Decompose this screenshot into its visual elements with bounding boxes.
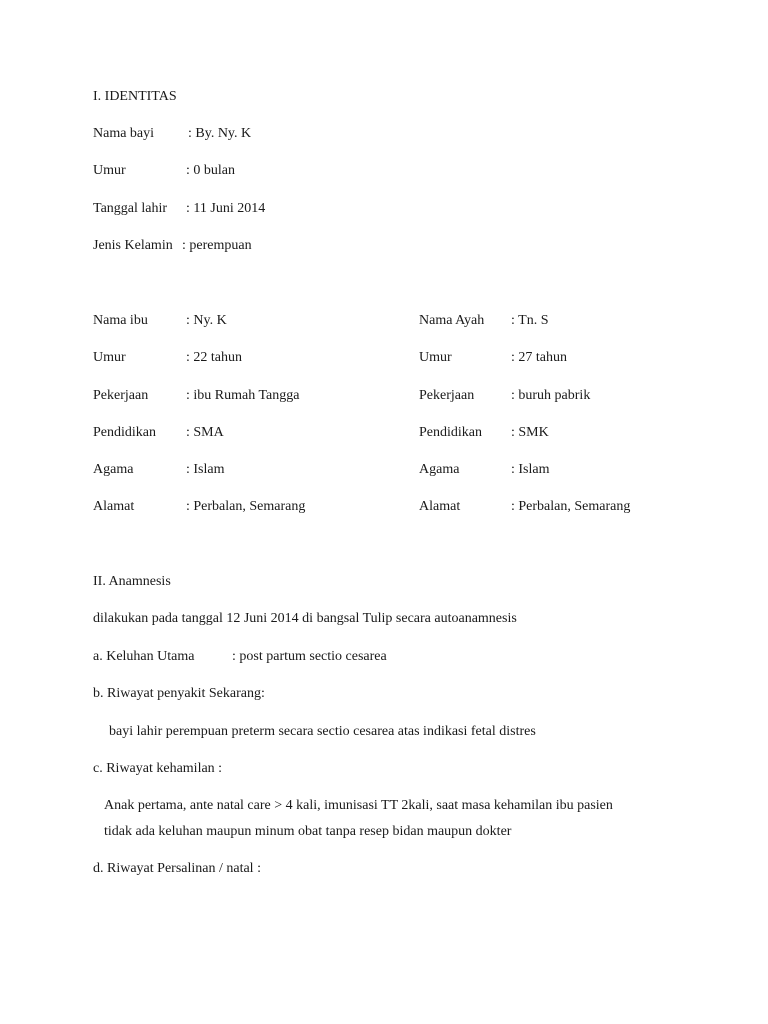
mother-age-value: : 22 tahun	[186, 350, 242, 365]
section-heading-identitas: I. IDENTITAS	[93, 89, 177, 104]
father-education-value: : SMK	[511, 425, 549, 440]
mother-name-value: : Ny. K	[186, 313, 227, 328]
pregnancy-history-text-1: Anak pertama, ante natal care > 4 kali, imunisasi TT 2kali, saat masa kehamilan ibu pasien	[104, 798, 613, 813]
father-job-value: : buruh pabrik	[511, 388, 591, 403]
mother-address-label: Alamat	[93, 499, 135, 514]
baby-age-label: Umur	[93, 163, 126, 178]
section-heading-anamnesis: II. Anamnesis	[93, 574, 171, 589]
chief-complaint-label: a. Keluhan Utama	[93, 649, 195, 664]
father-religion-value: : Islam	[511, 462, 550, 477]
mother-job-label: Pekerjaan	[93, 388, 149, 403]
baby-name-label: Nama bayi	[93, 126, 155, 141]
mother-education-value: : SMA	[186, 425, 224, 440]
anamnesis-intro: dilakukan pada tanggal 12 Juni 2014 di bangsal Tulip secara autoanamnesis	[93, 611, 517, 626]
baby-name-value: : By. Ny. K	[188, 126, 252, 141]
chief-complaint-value: : post partum sectio cesarea	[232, 649, 387, 664]
baby-birthdate-value: : 11 Juni 2014	[186, 201, 266, 216]
present-illness-label: b. Riwayat penyakit Sekarang:	[93, 686, 265, 701]
father-age-value: : 27 tahun	[511, 350, 567, 365]
mother-address-value: : Perbalan, Semarang	[186, 499, 306, 514]
father-name-label: Nama Ayah	[419, 313, 485, 328]
father-education-label: Pendidikan	[419, 425, 482, 440]
mother-education-label: Pendidikan	[93, 425, 156, 440]
mother-age-label: Umur	[93, 350, 126, 365]
pregnancy-history-label: c. Riwayat kehamilan :	[93, 761, 223, 776]
father-job-label: Pekerjaan	[419, 388, 475, 403]
mother-religion-value: : Islam	[186, 462, 225, 477]
father-name-value: : Tn. S	[511, 313, 549, 328]
mother-job-value: : ibu Rumah Tangga	[186, 388, 300, 403]
baby-gender-label: Jenis Kelamin	[93, 238, 173, 253]
pregnancy-history-text-2: tidak ada keluhan maupun minum obat tanpa resep bidan maupun dokter	[104, 824, 512, 839]
baby-birthdate-label: Tanggal lahir	[93, 201, 168, 216]
mother-religion-label: Agama	[93, 462, 134, 477]
father-age-label: Umur	[419, 350, 452, 365]
baby-gender-value: : perempuan	[182, 238, 252, 253]
father-address-value: : Perbalan, Semarang	[511, 499, 631, 514]
father-religion-label: Agama	[419, 462, 460, 477]
present-illness-text: bayi lahir perempuan preterm secara sectio cesarea atas indikasi fetal distres	[109, 724, 536, 739]
mother-name-label: Nama ibu	[93, 313, 148, 328]
birth-history-label: d. Riwayat Persalinan / natal :	[93, 861, 261, 876]
father-address-label: Alamat	[419, 499, 461, 514]
baby-age-value: : 0 bulan	[186, 163, 235, 178]
